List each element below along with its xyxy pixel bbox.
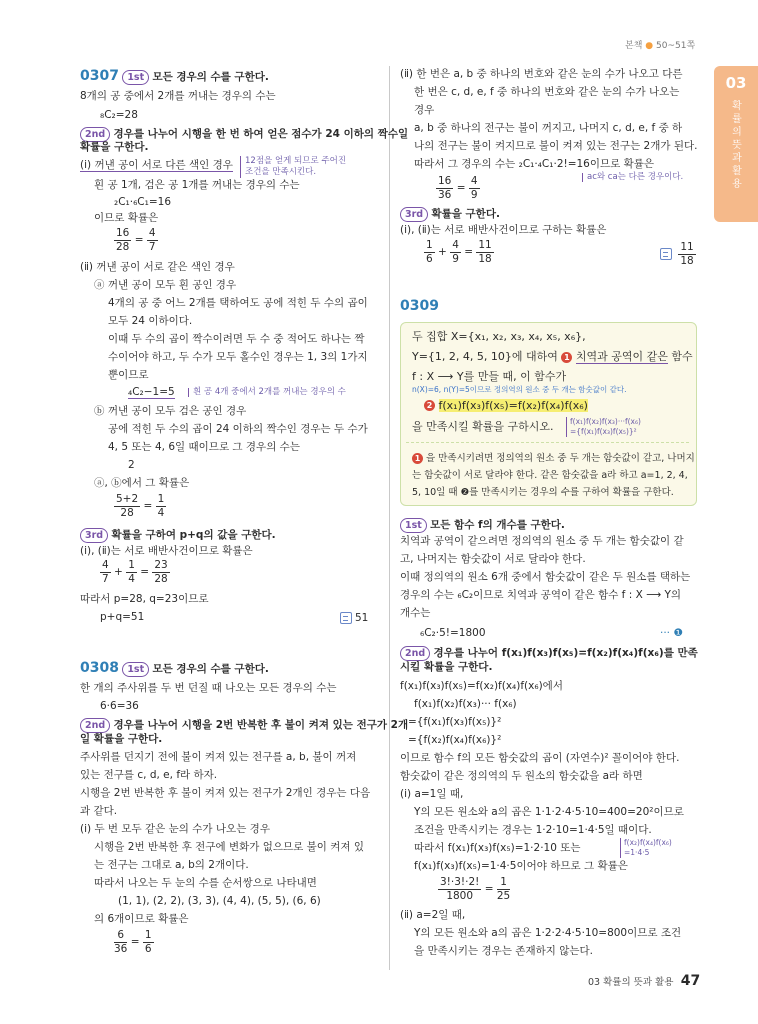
math-line: ₄C₂−1=5 bbox=[128, 386, 175, 398]
fraction-eq: $\frac{5+2}{28}$ = $\frac{1}{4}$ bbox=[116, 493, 165, 519]
text-line: 있는 전구를 c, d, e, f라 하자. bbox=[80, 769, 218, 781]
step-text-cont: 확률을 구한다. bbox=[80, 141, 149, 153]
text-line: (ⅰ), (ⅱ)는 서로 배반사건이므로 구하는 확률은 bbox=[400, 224, 607, 236]
case-heading: (ⅰ) 두 번 모두 같은 눈의 수가 나오는 경우 bbox=[80, 823, 270, 835]
math-line: p+q=51 bbox=[100, 611, 145, 623]
text-line: a, b 중 하나의 전구는 불이 꺼지고, 나머지 c, d, e, f 중 하 bbox=[414, 122, 683, 134]
text-line: 따라서 f(x₁)f(x₃)f(x₅)=1·2·10 또는 bbox=[414, 842, 581, 854]
margin-note: 흰 공 4개 중에서 2개를 꺼내는 경우의 수 bbox=[188, 388, 346, 397]
step-badge: 1st bbox=[400, 518, 427, 533]
step-badge: 2nd bbox=[400, 646, 430, 661]
text-line: f(x₁)f(x₃)f(x₅)=1·4·5이어야 하므로 그 확률은 bbox=[414, 860, 628, 872]
text-line: 뿐이므로 bbox=[108, 369, 149, 381]
marker-1: 1 bbox=[561, 352, 572, 363]
case-heading: (ⅰ) 꺼낸 공이 서로 다른 색인 경우 bbox=[80, 159, 233, 171]
fraction-eq: $\frac{3!\cdot 3!\cdot 2!}{1800}$ = $\frac{1}{25}$ bbox=[440, 876, 511, 902]
fraction-eq: $\frac{6}{36}$ = $\frac{1}{6}$ bbox=[114, 929, 152, 955]
text-line: Y의 모든 원소와 a의 곱은 1·2·2·4·5·10=800이므로 조건 bbox=[414, 927, 682, 939]
margin-note: f(x₂)f(x₄)f(x₆) =1·4·5 bbox=[620, 838, 672, 858]
text-line: 따라서 그 경우의 수는 ₂C₁·₄C₁·2!=16이므로 확률은 bbox=[414, 158, 655, 170]
text-line: 4, 5 또는 4, 6일 때이므로 그 경우의 수는 bbox=[108, 441, 300, 453]
math-line: ={f(x₁)f(x₃)f(x₅)}² bbox=[408, 716, 502, 728]
step-text: 경우를 나누어 시행을 2번 반복한 후 불이 켜져 있는 전구가 2개 bbox=[113, 719, 409, 731]
text-line: 이므로 함수 f의 모든 함숫값의 곱이 (자연수)² 꼴이어야 한다. bbox=[400, 752, 680, 764]
text-line: 을 만족시키는 경우는 존재하지 않는다. bbox=[414, 945, 593, 957]
question-line: 을 만족시킬 확률을 구하시오. bbox=[412, 420, 554, 433]
fraction-eq: $\frac{1}{6}$ + $\frac{4}{9}$ = $\frac{11}{18}$ bbox=[426, 239, 492, 265]
page-footer bbox=[588, 974, 700, 988]
text-line: 모두 24 이하이다. bbox=[108, 315, 193, 327]
math-line: 6·6=36 bbox=[100, 700, 139, 712]
step-text: 모든 경우의 수를 구한다. bbox=[152, 71, 269, 83]
math-line: f(x₁)f(x₃)f(x₅)=f(x₂)f(x₄)f(x₆)에서 bbox=[400, 680, 563, 692]
case-heading: (ⅰ) a=1일 때, bbox=[400, 788, 464, 800]
step-text: 경우를 나누어 시행을 한 번 하여 얻은 점수가 24 이하의 짝수일 bbox=[113, 128, 409, 140]
text-line: 한 번은 c, d, e, f 중 하나의 번호와 같은 눈의 수가 나오는 bbox=[414, 86, 680, 98]
header-pages: 50~51쪽 bbox=[656, 41, 696, 51]
step-text: 경우를 나누어 f(x₁)f(x₃)f(x₅)=f(x₂)f(x₄)f(x₆)를 만족 bbox=[433, 647, 698, 659]
question-note: n(X)=6, n(Y)=5이므로 정의역의 원소 중 두 개는 함숫값이 같다. bbox=[412, 385, 627, 394]
text-line: 공에 적힌 두 수의 곱이 24 이하의 짝수인 경우는 두 수가 bbox=[108, 423, 368, 435]
text-line: 의 6개이므로 확률은 bbox=[94, 913, 189, 925]
text-line: 따라서 나오는 두 눈의 수를 순서쌍으로 나타내면 bbox=[94, 877, 317, 889]
step2-header bbox=[80, 127, 408, 142]
text-line: 고, 나머지는 함숫값이 서로 달라야 한다. bbox=[400, 553, 586, 565]
case-heading: (ⅱ) a=2일 때, bbox=[400, 909, 466, 921]
text-line: 한 개의 주사위를 두 번 던질 때 나오는 모든 경우의 수는 bbox=[80, 682, 337, 694]
margin-note: 12점을 얻게 되므로 주어진 조건을 만족시킨다. bbox=[240, 156, 346, 178]
answer-icon bbox=[340, 612, 352, 624]
text-line: ⓐ, ⓑ에서 그 확률은 bbox=[94, 477, 190, 489]
step-text: 모든 함수 f의 개수를 구한다. bbox=[430, 519, 565, 531]
marker-1: 1 bbox=[412, 453, 423, 464]
math-line: ₈C₂=28 bbox=[100, 109, 138, 121]
step-text: 확률을 구하여 p+q의 값을 구한다. bbox=[111, 529, 276, 541]
step-badge: 1st bbox=[122, 662, 149, 677]
math-line: ₆C₂·5!=1800 bbox=[420, 627, 486, 639]
case-heading: (ⅱ) 꺼낸 공이 서로 같은 색인 경우 bbox=[80, 261, 235, 273]
text-line: 흰 공 1개, 검은 공 1개를 꺼내는 경우의 수는 bbox=[94, 179, 300, 191]
text-line: 시행을 2번 반복한 후 전구에 변화가 없으므로 불이 켜져 있 bbox=[94, 841, 365, 853]
text-line: 8개의 공 중에서 2개를 꺼내는 경우의 수는 bbox=[80, 90, 276, 102]
text-line: Y의 모든 원소와 a의 곱은 1·1·2·4·5·10=400=20²이므로 bbox=[414, 806, 684, 818]
text-line: (ⅰ), (ⅱ)는 서로 배반사건이므로 확률은 bbox=[80, 545, 253, 557]
question-line: 2 f(x₁)f(x₃)f(x₅)=f(x₂)f(x₄)f(x₆) bbox=[424, 400, 588, 411]
problem-0308-header bbox=[80, 661, 269, 677]
step-badge: 2nd bbox=[80, 718, 110, 733]
step-badge: 1st bbox=[122, 70, 149, 85]
text-line: 함숫값이 같은 정의역의 두 원소의 함숫값을 a라 하면 bbox=[400, 770, 643, 782]
math-line: ={f(x₂)f(x₄)f(x₆)}² bbox=[408, 734, 502, 746]
math-line: f(x₁)f(x₂)f(x₃)··· f(x₆) bbox=[414, 698, 517, 710]
text-line: 이므로 확률은 bbox=[94, 212, 159, 224]
case-heading: (ⅱ) 한 번은 a, b 중 하나의 번호와 같은 눈의 수가 나오고 다른 bbox=[400, 68, 683, 80]
question-line: f : X ⟶ Y를 만들 때, 이 함수가 bbox=[412, 370, 567, 383]
text-line: 경우의 수는 ₆C₂이므로 치역과 공역이 같은 함수 f : X ⟶ Y의 bbox=[400, 589, 682, 601]
footer-chapter: 03 확률의 뜻과 활용 bbox=[588, 977, 674, 988]
question-note: f(x₁)f(x₂)f(x₃)···f(x₆) ={f(x₁)f(x₃)f(x₅)}² bbox=[566, 417, 641, 437]
subcase-heading: ⓐ 꺼낸 공이 모두 흰 공인 경우 bbox=[94, 279, 237, 291]
math-line: (1, 1), (2, 2), (3, 3), (4, 4), (5, 5), (6, 6) bbox=[118, 895, 321, 907]
problem-number: 0307 bbox=[80, 68, 119, 84]
text-line: 치역과 공역이 같으려면 정의역의 원소 중 두 개는 함숫값이 같 bbox=[400, 535, 684, 547]
tip-divider bbox=[406, 442, 689, 443]
answer: 51 bbox=[340, 612, 368, 624]
text-line: 따라서 p=28, q=23이므로 bbox=[80, 593, 209, 605]
header-dot: ● bbox=[645, 41, 654, 51]
text-line: 경우 bbox=[414, 104, 435, 116]
text-line: 주사위를 던지기 전에 불이 켜져 있는 전구를 a, b, 불이 꺼져 bbox=[80, 751, 357, 763]
text-line: 나의 전구는 불이 켜지므로 불이 켜져 있는 전구는 2개가 된다. bbox=[414, 140, 698, 152]
step2-header bbox=[400, 646, 698, 661]
marker-2: 2 bbox=[424, 400, 435, 411]
step-text: 확률을 구한다. bbox=[431, 208, 500, 220]
fraction-eq: $\frac{16}{36}$ = $\frac{4}{9}$ bbox=[438, 175, 478, 201]
step-badge: 2nd bbox=[80, 127, 110, 142]
step2-header bbox=[80, 718, 408, 733]
chapter-tab[interactable] bbox=[714, 66, 758, 222]
chapter-title: 확률의 뜻과 활용 bbox=[732, 101, 742, 190]
step-text-cont: 일 확률을 구한다. bbox=[80, 733, 163, 745]
eq-marker: ··· ❶ bbox=[660, 627, 683, 639]
step3-header bbox=[400, 207, 500, 222]
column-divider bbox=[389, 66, 390, 970]
tip-text: 1 을 만족시키려면 정의역의 원소 중 두 개는 함숫값이 같고, 나머지 는 함숫값이 서로 달라야 한다. 같은 함숫값을 a라 하고 a=1, 2, 4, 5, 10일 때 ❷를 만족시키는 경우의 수를 구하여 확률을 구한다. bbox=[412, 453, 695, 498]
header-book: 본책 bbox=[625, 41, 643, 51]
page-header bbox=[625, 42, 695, 51]
text-line: 시행을 2번 반복한 후 불이 켜져 있는 전구가 2개인 경우는 다음 bbox=[80, 787, 371, 799]
step-text-cont: 시킬 확률을 구한다. bbox=[400, 661, 493, 673]
text-line: 이때 정의역의 원소 6개 중에서 함숫값이 같은 두 원소를 택하는 bbox=[400, 571, 691, 583]
step-badge: 3rd bbox=[400, 207, 428, 222]
question-line: 두 집합 X={x₁, x₂, x₃, x₄, x₅, x₆}, bbox=[412, 330, 586, 343]
problem-number: 0308 bbox=[80, 660, 119, 676]
step-badge: 3rd bbox=[80, 528, 108, 543]
text-line: 개수는 bbox=[400, 607, 431, 619]
step-text: 모든 경우의 수를 구한다. bbox=[152, 663, 269, 675]
text-line: 4개의 공 중 어느 2개를 택하여도 공에 적힌 두 수의 곱이 bbox=[108, 297, 368, 309]
step1-header bbox=[400, 518, 565, 533]
text-line: 조건을 만족시키는 경우는 1·2·10=1·4·5일 때이다. bbox=[414, 824, 652, 836]
problem-0307-header bbox=[80, 69, 269, 85]
math-line: ₂C₁·₆C₁=16 bbox=[114, 196, 171, 208]
page-number: 47 bbox=[680, 973, 701, 989]
fraction-eq: $\frac{4}{7}$ + $\frac{1}{4}$ = $\frac{23}{28}$ bbox=[102, 559, 168, 585]
step3-header bbox=[80, 528, 276, 543]
chapter-number: 03 bbox=[725, 74, 747, 92]
text-line: 과 같다. bbox=[80, 805, 118, 817]
margin-note: ac와 ca는 다른 경우이다. bbox=[582, 173, 683, 182]
question-line: Y={1, 2, 4, 5, 10}에 대하여 1 치역과 공역이 같은 함수 bbox=[412, 350, 693, 363]
answer: $\frac{11}{18}$ bbox=[660, 242, 696, 266]
problem-number: 0309 bbox=[400, 298, 439, 314]
text-line: 수이어야 하고, 두 수가 모두 홀수인 경우는 1, 3의 1가지 bbox=[108, 351, 368, 363]
text-line: 이때 두 수의 곱이 짝수이려면 두 수 중 적어도 하나는 짝 bbox=[108, 333, 365, 345]
fraction-eq: $\frac{16}{28}$ = $\frac{4}{7}$ bbox=[116, 227, 156, 253]
subcase-heading: ⓑ 꺼낸 공이 모두 검은 공인 경우 bbox=[94, 405, 247, 417]
answer-icon bbox=[660, 248, 672, 260]
text-line: 는 전구는 그대로 a, b의 2개이다. bbox=[94, 859, 249, 871]
math-line: 2 bbox=[128, 459, 135, 471]
